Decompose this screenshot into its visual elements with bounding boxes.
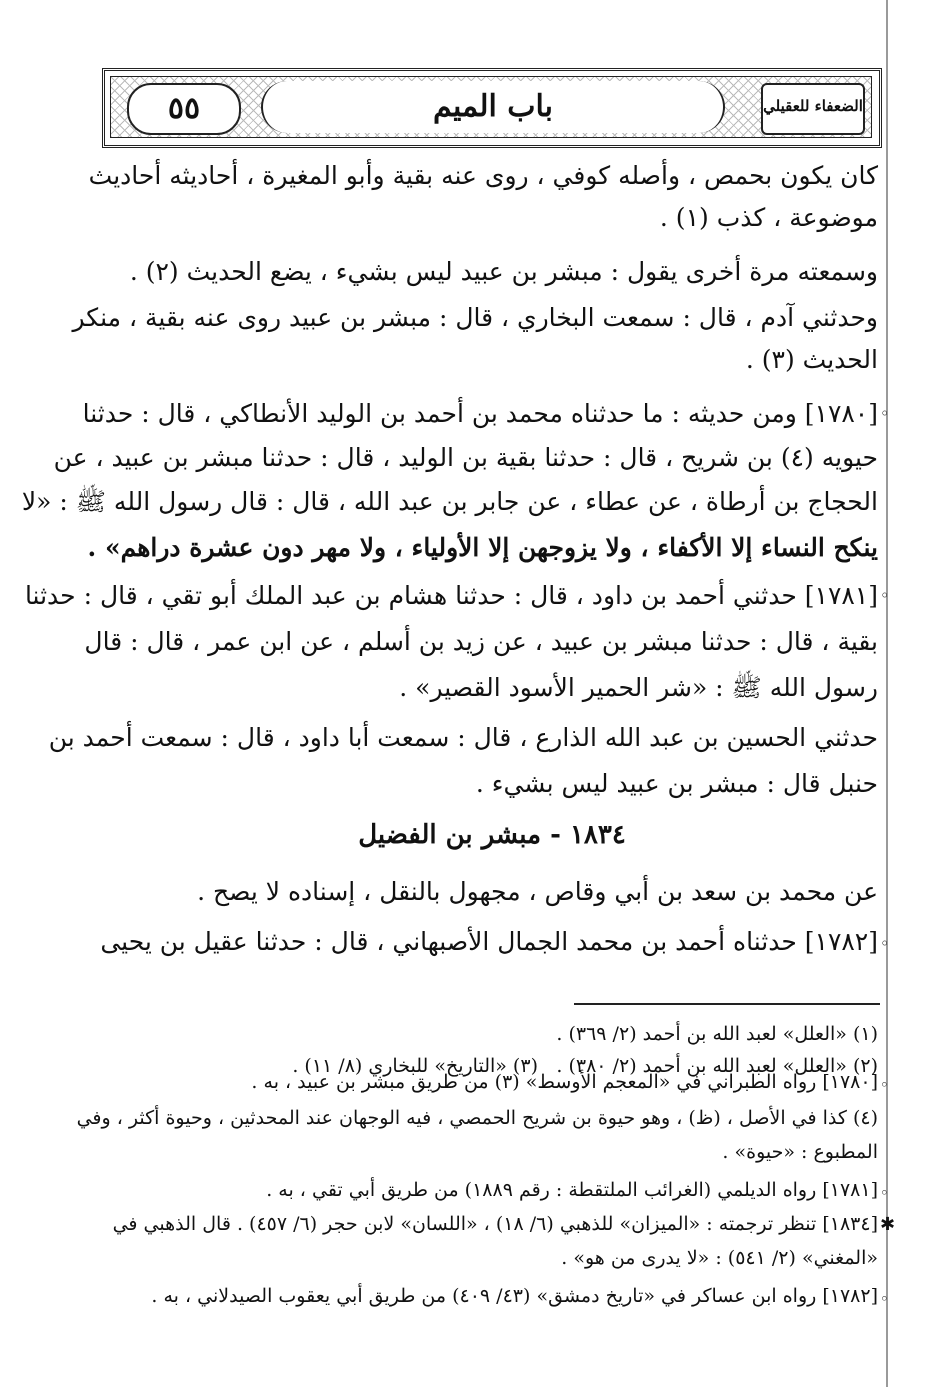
text-line: حدثني الحسين بن عبد الله الذارع ، قال : سمعت أبا داود ، قال : سمعت أحمد بن	[48, 723, 878, 752]
text-line: الحديث (٣) .	[745, 345, 878, 374]
footnote-rule	[574, 1003, 880, 1005]
text-line: كان يكون بحمص ، وأصله كوفي ، روى عنه بقية وأبو المغيرة ، أحاديثه أحاديث	[88, 161, 878, 190]
footnote: (٢) «العلل» لعبد الله بن أحمد (٢/ ٣٨٠) .	[556, 1055, 878, 1077]
text-line: حنبل قال : مبشر بن عبيد ليس بشيء .	[475, 769, 878, 798]
footnote: [١٨٣٤] تنظر ترجمته : «الميزان» للذهبي (٦/ ١٨) ، «اللسان» لابن حجر (٦/ ٤٥٧) . قال الذهبي في	[112, 1213, 878, 1235]
footnote-marker: ◦	[880, 1184, 889, 1202]
hadith-marker: ◦	[880, 586, 890, 605]
hadith-marker: ◦	[880, 934, 890, 953]
page-number: ٥٥	[167, 91, 201, 126]
text-line: رسول الله ﷺ : «شر الحمير الأسود القصير» .	[399, 673, 878, 702]
footnote: «المغني» (٢/ ٥٤١) : «لا يدرى من هو» .	[561, 1247, 878, 1269]
text-line: الحجاج بن أرطاة ، عن عطاء ، عن جابر بن عبد الله ، قال : قال رسول الله ﷺ : «لا	[21, 487, 878, 516]
text-line: [١٧٨٠] ومن حديثه : ما حدثناه محمد بن أحمد بن الوليد الأنطاكي ، قال : حدثنا	[82, 399, 878, 428]
page-edge-line	[886, 0, 888, 1387]
hadith-marker: ◦	[880, 404, 890, 423]
text-line: [١٧٨١] حدثني أحمد بن داود ، قال : حدثنا هشام بن عبد الملك أبو تقي ، قال : حدثنا	[24, 581, 878, 610]
text-line: ينكح النساء إلا الأكفاء ، ولا يزوجهن إلا الأولياء ، ولا مهر دون عشرة دراهم» .	[87, 533, 878, 562]
footnote: [١٧٨١] رواه الديلمي (الغرائب الملتقطة : رقم ١٨٨٩) من طريق أبي تقي ، به .	[266, 1179, 878, 1201]
header-title-box	[261, 81, 725, 133]
footnote: [١٧٨٠] رواه الطبراني في «المعجم الأوسط» (٣) من طريق مبشر بن عبيد ، به .	[251, 1071, 878, 1093]
header-ornament	[110, 76, 872, 138]
entry-heading: ١٨٣٤ - مبشر بن الفضيل	[358, 820, 626, 850]
footnote: (١) «العلل» لعبد الله بن أحمد (٢/ ٣٦٩) .	[556, 1023, 878, 1045]
book-logo	[761, 83, 865, 135]
chapter-title: باب المیم	[432, 89, 553, 124]
footnote: (٤) كذا في الأصل ، (ظ) ، وهو حيوة بن شريح الحمصي ، فيه الوجهان عند المحدثين ، وحيوة أكثر ، وفي	[76, 1107, 878, 1129]
text-line: موضوعة ، كذب (١) .	[659, 203, 878, 232]
text-line: بقية ، قال : حدثنا مبشر بن عبيد ، عن زيد بن أسلم ، عن ابن عمر ، قال : قال	[84, 627, 878, 656]
entry-star-marker: ✱	[880, 1214, 896, 1235]
footnote: [١٧٨٢] رواه ابن عساكر في «تاريخ دمشق» (٤٣/ ٤٠٩) من طريق أبي يعقوب الصيدلاني ، به .	[151, 1285, 878, 1307]
footnote: (٣) «التاريخ» للبخاري (٨/ ١١) .	[292, 1055, 538, 1077]
text-line: وسمعته مرة أخرى يقول : مبشر بن عبيد ليس بشيء ، يضع الحديث (٢) .	[129, 257, 878, 286]
footnote-marker: ◦	[880, 1290, 889, 1308]
book-logo-text: الضعفاء للعقيلي	[763, 97, 863, 115]
page-number-box	[127, 83, 241, 135]
text-line: حيويه (٤) بن شريح ، قال : حدثنا بقية بن الوليد ، قال : حدثنا مبشر بن عبيد ، عن	[53, 443, 878, 472]
text-line: [١٧٨٢] حدثناه أحمد بن محمد الجمال الأصبهاني ، قال : حدثنا عقيل بن يحيى	[100, 927, 878, 956]
text-line: عن محمد بن سعد بن أبي وقاص ، مجهول بالنقل ، إسناده لا يصح .	[197, 877, 878, 906]
text-line: وحدثني آدم ، قال : سمعت البخاري ، قال : مبشر بن عبيد روى عنه بقية ، منكر	[72, 303, 878, 332]
page-header	[102, 68, 882, 148]
footnote-marker: ◦	[880, 1076, 889, 1094]
footnote: المطبوع : «حيوة» .	[722, 1141, 878, 1163]
